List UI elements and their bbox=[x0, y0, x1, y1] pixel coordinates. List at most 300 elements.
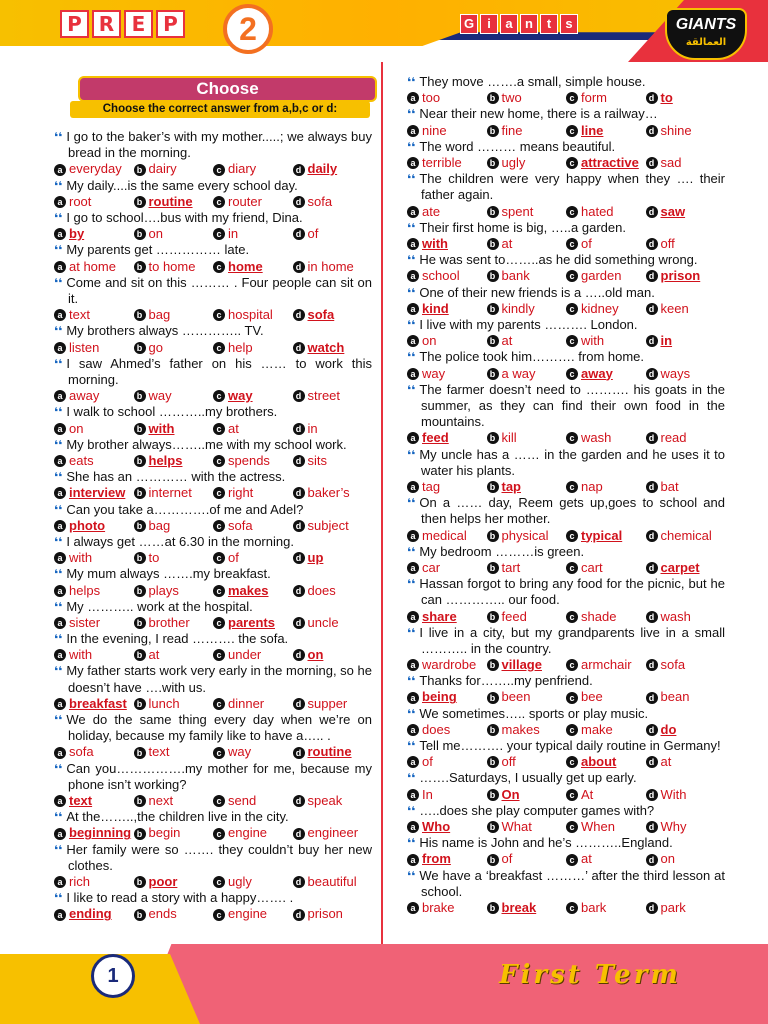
option-letter-badge: d bbox=[646, 238, 658, 250]
option-letter-badge: b bbox=[487, 335, 499, 347]
options-row bbox=[407, 900, 725, 916]
correct-option bbox=[293, 161, 373, 177]
logo-subtext: العمالقة bbox=[685, 37, 727, 48]
option-text: watch bbox=[307, 339, 345, 355]
option bbox=[487, 155, 567, 171]
option-text: router bbox=[228, 193, 262, 209]
option-letter-badge: d bbox=[646, 789, 658, 801]
option-text: at home bbox=[69, 258, 116, 274]
option-letter-badge: b bbox=[134, 552, 146, 564]
option-text: helps bbox=[69, 582, 101, 598]
option-text: at bbox=[501, 235, 513, 251]
option-letter-badge: c bbox=[213, 423, 225, 435]
options-row bbox=[54, 583, 372, 599]
correct-option bbox=[54, 485, 134, 501]
option-letter-badge: b bbox=[134, 649, 146, 661]
question-text bbox=[407, 447, 725, 479]
option bbox=[293, 615, 373, 631]
option-letter-badge: c bbox=[566, 368, 578, 380]
option-letter-badge: c bbox=[566, 238, 578, 250]
option-text: kidney bbox=[581, 300, 619, 316]
options-row bbox=[407, 689, 725, 705]
option-letter-badge: a bbox=[54, 228, 66, 240]
bullet-icon: ❛❛ bbox=[54, 130, 63, 144]
option-text: do bbox=[660, 721, 677, 737]
options-row bbox=[407, 123, 725, 139]
options-row bbox=[54, 226, 372, 242]
option-text: in bbox=[228, 226, 239, 242]
option-letter-badge: d bbox=[293, 228, 305, 240]
option-text: make bbox=[581, 721, 613, 737]
option-letter-badge: d bbox=[293, 585, 305, 597]
bullet-icon: ❛❛ bbox=[407, 253, 416, 268]
option-text: medical bbox=[422, 527, 467, 543]
option-text: At bbox=[581, 786, 594, 802]
options-row bbox=[407, 851, 725, 867]
option-text: off bbox=[501, 754, 516, 770]
option bbox=[213, 485, 293, 501]
correct-option bbox=[213, 259, 293, 275]
question-text bbox=[54, 890, 372, 906]
option-letter-badge: c bbox=[566, 692, 578, 704]
option bbox=[54, 421, 134, 437]
option-text: ways bbox=[660, 365, 691, 381]
option-text: spends bbox=[228, 452, 270, 468]
option-letter-badge: c bbox=[566, 92, 578, 104]
option-text: plays bbox=[148, 582, 179, 598]
option-letter-badge: d bbox=[646, 692, 658, 704]
bullet-icon: ❛❛ bbox=[407, 107, 416, 122]
option-letter-badge: a bbox=[54, 795, 66, 807]
option-letter-badge: d bbox=[293, 423, 305, 435]
option-text: subject bbox=[307, 517, 349, 533]
correct-option bbox=[407, 819, 487, 835]
option-text: beautiful bbox=[307, 874, 357, 890]
option-text: does bbox=[422, 721, 451, 737]
option-letter-badge: b bbox=[134, 342, 146, 354]
option-letter-badge: c bbox=[566, 157, 578, 169]
bullet-icon: ❛❛ bbox=[54, 664, 63, 679]
option-text: What bbox=[501, 819, 532, 835]
options-row bbox=[54, 550, 372, 566]
question-stem: She has an ………… with the actress. bbox=[66, 469, 286, 485]
correct-option bbox=[134, 874, 214, 890]
option bbox=[646, 155, 726, 171]
option-text: root bbox=[69, 193, 92, 209]
option-letter-badge: d bbox=[646, 530, 658, 542]
option-letter-badge: b bbox=[134, 487, 146, 499]
option-text: sofa bbox=[660, 657, 686, 673]
option-letter-badge: b bbox=[487, 659, 499, 671]
option-letter-badge: c bbox=[213, 309, 225, 321]
bullet-icon: ❛❛ bbox=[54, 891, 63, 906]
option-text: text bbox=[148, 744, 170, 760]
option bbox=[407, 722, 487, 738]
giants-letter: t bbox=[540, 14, 558, 34]
question-stem: Thanks for……..my penfriend. bbox=[419, 673, 593, 689]
option-text: go bbox=[148, 339, 163, 355]
correct-option bbox=[407, 689, 487, 705]
option bbox=[293, 906, 373, 922]
correct-option bbox=[54, 696, 134, 712]
section-title: Choose bbox=[78, 76, 377, 102]
option-text: baker’s bbox=[307, 485, 350, 501]
option-letter-badge: c bbox=[566, 335, 578, 347]
bullet-icon: ❛❛ bbox=[407, 382, 416, 397]
option bbox=[407, 528, 487, 544]
question-stem: …….Saturdays, I usually get up early. bbox=[419, 770, 637, 786]
options-row bbox=[54, 906, 372, 922]
bullet-icon: ❛❛ bbox=[407, 317, 416, 332]
prep-letter: P bbox=[60, 10, 89, 38]
question-text bbox=[54, 599, 372, 615]
correct-option bbox=[407, 430, 487, 446]
option-letter-badge: b bbox=[134, 698, 146, 710]
options-row bbox=[54, 696, 372, 712]
option-letter-badge: d bbox=[646, 562, 658, 574]
option-text: sofa bbox=[307, 193, 333, 209]
option-letter-badge: a bbox=[54, 617, 66, 629]
option-letter-badge: c bbox=[566, 206, 578, 218]
correct-option bbox=[407, 236, 487, 252]
option bbox=[213, 194, 293, 210]
bullet-icon: ❛❛ bbox=[54, 842, 63, 857]
option bbox=[134, 550, 214, 566]
bullet-icon: ❛❛ bbox=[407, 577, 416, 592]
option-text: engine bbox=[228, 825, 268, 841]
options-row bbox=[54, 744, 372, 760]
option-letter-badge: c bbox=[566, 789, 578, 801]
option bbox=[54, 340, 134, 356]
option-letter-badge: a bbox=[407, 270, 419, 282]
option-letter-badge: a bbox=[54, 552, 66, 564]
question-stem: My brothers always ………….. TV. bbox=[66, 323, 264, 339]
option-letter-badge: b bbox=[487, 432, 499, 444]
option bbox=[54, 744, 134, 760]
option-letter-badge: d bbox=[646, 92, 658, 104]
option-text: kill bbox=[501, 430, 517, 446]
option-letter-badge: a bbox=[54, 423, 66, 435]
option-text: form bbox=[581, 90, 607, 106]
option bbox=[487, 722, 567, 738]
correct-option bbox=[293, 340, 373, 356]
option-text: wash bbox=[660, 608, 691, 624]
option-text: about bbox=[581, 754, 617, 770]
bullet-icon: ❛❛ bbox=[407, 75, 416, 89]
option-letter-badge: b bbox=[487, 206, 499, 218]
option bbox=[213, 226, 293, 242]
option-text: engineer bbox=[307, 825, 359, 841]
option-letter-badge: b bbox=[487, 92, 499, 104]
options-row bbox=[407, 657, 725, 673]
option-letter-badge: b bbox=[134, 520, 146, 532]
bullet-icon: ❛❛ bbox=[407, 674, 416, 689]
options-row bbox=[407, 528, 725, 544]
option-text: breakfast bbox=[69, 695, 127, 711]
option bbox=[293, 421, 373, 437]
option-text: right bbox=[228, 485, 254, 501]
option-text: eats bbox=[69, 452, 94, 468]
option-text: being bbox=[422, 689, 457, 705]
question-text bbox=[407, 835, 725, 851]
option-text: way bbox=[228, 744, 252, 760]
option-letter-badge: c bbox=[566, 530, 578, 542]
correct-option bbox=[646, 268, 726, 284]
option bbox=[293, 194, 373, 210]
option-text: from bbox=[422, 851, 451, 867]
question-text bbox=[54, 712, 372, 744]
option-text: routine bbox=[148, 193, 193, 209]
option-text: begin bbox=[148, 825, 181, 841]
options-row bbox=[54, 874, 372, 890]
option bbox=[293, 388, 373, 404]
options-row bbox=[54, 194, 372, 210]
option bbox=[646, 819, 726, 835]
option-letter-badge: b bbox=[134, 390, 146, 402]
option bbox=[487, 689, 567, 705]
question-text bbox=[54, 210, 372, 226]
option-text: fine bbox=[501, 122, 523, 138]
option-letter-badge: a bbox=[407, 368, 419, 380]
option-letter-badge: a bbox=[407, 303, 419, 315]
right-question-column bbox=[407, 74, 725, 916]
option-letter-badge: c bbox=[566, 270, 578, 282]
option-letter-badge: c bbox=[213, 649, 225, 661]
option-text: at bbox=[148, 647, 160, 663]
question-stem: Come and sit on this ……… . Four people can sit on it. bbox=[66, 274, 372, 306]
option bbox=[487, 268, 567, 284]
option-letter-badge: d bbox=[293, 552, 305, 564]
option-letter-badge: d bbox=[646, 854, 658, 866]
option-text: spent bbox=[501, 203, 534, 219]
correct-option bbox=[566, 155, 646, 171]
question-text bbox=[54, 323, 372, 339]
options-row bbox=[407, 90, 725, 106]
options-row bbox=[54, 259, 372, 275]
option bbox=[213, 421, 293, 437]
option-text: too bbox=[422, 90, 441, 106]
question-text bbox=[54, 404, 372, 420]
option bbox=[566, 657, 646, 673]
option-letter-badge: a bbox=[54, 876, 66, 888]
question-stem: We have a ‘breakfast ………’ after the third lesson at school. bbox=[419, 867, 725, 899]
option-letter-badge: d bbox=[293, 164, 305, 176]
option bbox=[293, 825, 373, 841]
option bbox=[213, 340, 293, 356]
bullet-icon: ❛❛ bbox=[407, 868, 416, 883]
option-letter-badge: c bbox=[213, 342, 225, 354]
option-letter-badge: c bbox=[566, 659, 578, 671]
option-letter-badge: a bbox=[407, 238, 419, 250]
option bbox=[407, 123, 487, 139]
option-text: on bbox=[148, 226, 163, 242]
correct-option bbox=[54, 906, 134, 922]
option-letter-badge: c bbox=[213, 828, 225, 840]
option bbox=[134, 161, 214, 177]
option-letter-badge: d bbox=[646, 335, 658, 347]
option-text: diary bbox=[228, 161, 257, 177]
question-stem: I go to school….bus with my friend, Dina. bbox=[66, 209, 303, 225]
options-row bbox=[407, 819, 725, 835]
option-text: interview bbox=[69, 485, 126, 501]
options-row bbox=[54, 340, 372, 356]
option-letter-badge: c bbox=[213, 390, 225, 402]
question-stem: On a …… day, Reem gets up,goes to school and then helps her mother. bbox=[419, 495, 725, 527]
option-letter-badge: b bbox=[487, 724, 499, 736]
option-letter-badge: b bbox=[134, 261, 146, 273]
option-text: sits bbox=[307, 452, 327, 468]
option bbox=[407, 787, 487, 803]
option bbox=[54, 161, 134, 177]
option-text: on bbox=[660, 851, 675, 867]
option-letter-badge: d bbox=[293, 909, 305, 921]
option bbox=[213, 744, 293, 760]
option-text: of bbox=[581, 235, 592, 251]
correct-option bbox=[646, 560, 726, 576]
option-text: text bbox=[69, 307, 90, 323]
question-text bbox=[407, 171, 725, 203]
bullet-icon: ❛❛ bbox=[54, 502, 63, 517]
question-stem: …..does she play computer games with? bbox=[419, 802, 655, 818]
options-row bbox=[54, 453, 372, 469]
option-text: bark bbox=[581, 900, 607, 916]
bullet-icon: ❛❛ bbox=[54, 810, 63, 825]
option bbox=[213, 307, 293, 323]
option bbox=[566, 204, 646, 220]
option bbox=[487, 528, 567, 544]
question-stem: The police took him………. from home. bbox=[419, 349, 645, 365]
option bbox=[646, 430, 726, 446]
option-text: on bbox=[422, 333, 437, 349]
option-text: away bbox=[581, 365, 613, 381]
question-stem: I like to read a story with a happy……. . bbox=[66, 890, 294, 906]
option bbox=[134, 226, 214, 242]
bullet-icon: ❛❛ bbox=[407, 350, 416, 365]
question-stem: Can you take a………….of me and Adel? bbox=[66, 501, 304, 517]
question-stem: I go to the baker’s with my mother.....; we always buy bread in the morning. bbox=[66, 129, 372, 161]
option-letter-badge: d bbox=[293, 520, 305, 532]
option bbox=[646, 479, 726, 495]
option-text: read bbox=[660, 430, 687, 446]
option-letter-badge: c bbox=[213, 487, 225, 499]
page-number: 1 bbox=[91, 954, 135, 998]
question-stem: My uncle has a …… in the garden and he uses it to water his plants. bbox=[419, 446, 725, 478]
question-stem: Can you…………….my mother for me, because my phone isn’t working? bbox=[66, 760, 372, 792]
option-text: of bbox=[307, 226, 319, 242]
option-text: home bbox=[228, 258, 263, 274]
bullet-icon: ❛❛ bbox=[54, 761, 63, 776]
option bbox=[566, 900, 646, 916]
question-text bbox=[407, 285, 725, 301]
option-text: does bbox=[307, 582, 336, 598]
option-text: nine bbox=[422, 122, 447, 138]
option bbox=[487, 754, 567, 770]
option-text: speak bbox=[307, 793, 343, 809]
option-text: garden bbox=[581, 268, 622, 284]
bullet-icon: ❛❛ bbox=[407, 285, 416, 300]
option bbox=[293, 485, 373, 501]
bullet-icon: ❛❛ bbox=[407, 172, 416, 187]
option-letter-badge: d bbox=[646, 659, 658, 671]
option-letter-badge: a bbox=[54, 649, 66, 661]
bullet-icon: ❛❛ bbox=[54, 275, 63, 290]
correct-option bbox=[134, 421, 214, 437]
option-text: lunch bbox=[148, 695, 180, 711]
question-text bbox=[54, 809, 372, 825]
option bbox=[134, 388, 214, 404]
option-text: bag bbox=[148, 517, 171, 533]
option-text: attractive bbox=[581, 154, 639, 170]
section-heading bbox=[78, 76, 373, 120]
giants-letter: n bbox=[520, 14, 538, 34]
option bbox=[566, 268, 646, 284]
question-stem: They move …….a small, simple house. bbox=[419, 74, 646, 89]
option-text: of bbox=[422, 754, 433, 770]
options-row bbox=[407, 560, 725, 576]
option-text: sofa bbox=[307, 307, 335, 323]
bullet-icon: ❛❛ bbox=[407, 803, 416, 818]
bullet-icon: ❛❛ bbox=[54, 356, 63, 371]
option-text: with bbox=[422, 235, 448, 251]
option-letter-badge: c bbox=[213, 617, 225, 629]
correct-option bbox=[54, 518, 134, 534]
option-letter-badge: c bbox=[213, 552, 225, 564]
option bbox=[646, 609, 726, 625]
option-letter-badge: c bbox=[213, 698, 225, 710]
option-text: sad bbox=[660, 154, 682, 170]
correct-option bbox=[646, 722, 726, 738]
question-text bbox=[54, 242, 372, 258]
option bbox=[566, 722, 646, 738]
option-letter-badge: d bbox=[646, 125, 658, 137]
option-text: kind bbox=[422, 300, 449, 316]
question-stem: In the evening, I read ………. the sofa. bbox=[66, 631, 289, 647]
option-text: tart bbox=[501, 559, 521, 575]
option-text: in bbox=[660, 333, 673, 349]
correct-option bbox=[293, 647, 373, 663]
bullet-icon: ❛❛ bbox=[54, 632, 63, 647]
option-text: makes bbox=[501, 721, 540, 737]
option bbox=[487, 560, 567, 576]
option-text: hospital bbox=[228, 307, 273, 323]
option bbox=[646, 787, 726, 803]
option-letter-badge: b bbox=[487, 821, 499, 833]
option-text: bag bbox=[148, 307, 171, 323]
option-letter-badge: c bbox=[213, 795, 225, 807]
option-letter-badge: d bbox=[293, 261, 305, 273]
option bbox=[566, 609, 646, 625]
option-text: makes bbox=[228, 582, 269, 598]
option-text: saw bbox=[660, 203, 686, 219]
option-letter-badge: a bbox=[407, 756, 419, 768]
option-letter-badge: b bbox=[487, 303, 499, 315]
bullet-icon: ❛❛ bbox=[54, 534, 63, 549]
correct-option bbox=[293, 744, 373, 760]
question-text bbox=[407, 770, 725, 786]
option-letter-badge: c bbox=[213, 196, 225, 208]
bullet-icon: ❛❛ bbox=[54, 567, 63, 582]
option-letter-badge: a bbox=[407, 659, 419, 671]
correct-option bbox=[487, 900, 567, 916]
correct-option bbox=[566, 528, 646, 544]
question-text bbox=[54, 129, 372, 161]
option bbox=[646, 689, 726, 705]
option-letter-badge: c bbox=[566, 125, 578, 137]
option bbox=[407, 754, 487, 770]
option-text: bat bbox=[660, 478, 679, 494]
term-label: First Term bbox=[499, 960, 681, 990]
correct-option bbox=[293, 307, 373, 323]
